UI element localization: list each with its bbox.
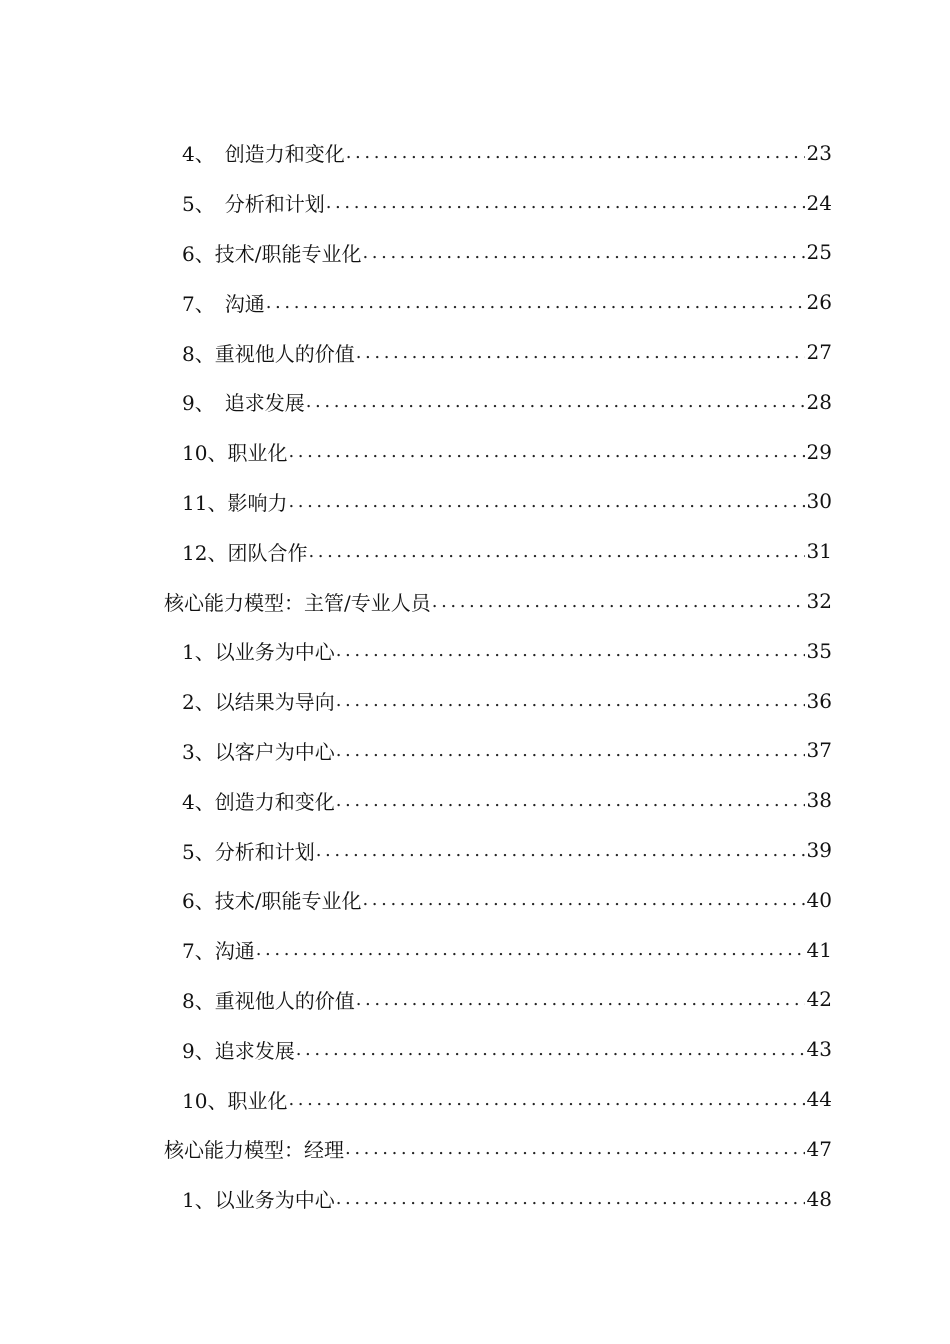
entry-title: 核心能力模型：经理 (164, 1138, 344, 1163)
entry-page-number: 24 (806, 190, 832, 215)
entry-number: 8、 (182, 988, 215, 1013)
dot-leader (336, 640, 805, 661)
entry-page-number: 28 (806, 389, 832, 414)
dot-leader (336, 690, 805, 711)
entry-number: 6、 (182, 889, 215, 914)
dot-leader (326, 192, 805, 213)
entry-title: 技术/职能专业化 (214, 241, 362, 266)
dot-leader (288, 1089, 804, 1110)
toc-entry[interactable] (0, 178, 950, 228)
entry-title: 职业化 (227, 1088, 288, 1113)
entry-page-number: 32 (806, 589, 832, 614)
dot-leader (306, 391, 805, 412)
toc-entry[interactable] (0, 825, 950, 875)
toc-entry[interactable] (0, 975, 950, 1025)
entry-page-number: 29 (806, 439, 832, 464)
toc-entry[interactable] (0, 526, 950, 576)
entry-page-number: 25 (806, 240, 832, 265)
entry-title: 核心能力模型：主管/专业人员 (164, 590, 431, 615)
table-of-contents (0, 128, 950, 1224)
dot-leader (266, 292, 805, 313)
entry-number: 6、 (182, 241, 215, 266)
entry-number: 9、 (182, 1038, 215, 1063)
toc-entry[interactable] (0, 477, 950, 527)
dot-leader (256, 939, 805, 960)
dot-leader (296, 1039, 805, 1060)
entry-number: 4、 (182, 142, 225, 167)
entry-number: 5、 (182, 839, 215, 864)
toc-entry[interactable] (0, 1174, 950, 1224)
entry-title: 分析和计划 (214, 839, 315, 864)
entry-number: 12、 (182, 540, 228, 565)
dot-leader (356, 989, 805, 1010)
entry-number: 3、 (182, 739, 215, 764)
entry-page-number: 27 (806, 340, 832, 365)
entry-page-number: 30 (806, 489, 832, 514)
entry-page-number: 38 (806, 788, 832, 813)
toc-entry[interactable] (0, 427, 950, 477)
entry-page-number: 47 (806, 1136, 832, 1161)
entry-title: 追求发展 (224, 391, 305, 416)
entry-page-number: 42 (806, 987, 832, 1012)
entry-page-number: 44 (806, 1087, 832, 1112)
entry-title: 分析和计划 (224, 192, 325, 217)
dot-leader (288, 491, 804, 512)
entry-title: 沟通 (224, 291, 265, 316)
entry-number: 7、 (182, 291, 225, 316)
entry-number: 1、 (182, 640, 215, 665)
toc-entry[interactable] (0, 726, 950, 776)
entry-title: 以结果为导向 (214, 690, 335, 715)
entry-page-number: 40 (806, 887, 832, 912)
dot-leader (432, 591, 805, 612)
entry-number: 8、 (182, 341, 215, 366)
toc-section-heading[interactable] (0, 576, 950, 626)
toc-section-heading[interactable] (0, 1124, 950, 1174)
toc-entry[interactable] (0, 228, 950, 278)
toc-entry[interactable] (0, 128, 950, 178)
entry-title: 以客户为中心 (214, 739, 335, 764)
entry-number: 11、 (182, 490, 228, 515)
dot-leader (345, 1138, 805, 1159)
entry-number: 4、 (182, 789, 215, 814)
entry-title: 创造力和变化 (224, 142, 345, 167)
toc-entry[interactable] (0, 875, 950, 925)
toc-entry[interactable] (0, 676, 950, 726)
entry-number: 7、 (182, 939, 215, 964)
entry-title: 以业务为中心 (214, 1188, 335, 1213)
entry-title: 追求发展 (214, 1038, 295, 1063)
entry-title: 影响力 (227, 490, 288, 515)
toc-entry[interactable] (0, 1024, 950, 1074)
toc-entry[interactable] (0, 626, 950, 676)
entry-title: 职业化 (227, 441, 288, 466)
toc-entry[interactable] (0, 277, 950, 327)
dot-leader (336, 790, 805, 811)
entry-number: 2、 (182, 690, 215, 715)
dot-leader (362, 889, 804, 910)
entry-title: 以业务为中心 (214, 640, 335, 665)
dot-leader (288, 441, 804, 462)
dot-leader (356, 342, 805, 363)
entry-page-number: 31 (806, 539, 832, 564)
entry-number: 10、 (182, 1088, 228, 1113)
dot-leader (362, 242, 804, 263)
entry-title: 技术/职能专业化 (214, 889, 362, 914)
entry-number: 5、 (182, 192, 225, 217)
toc-entry[interactable] (0, 1074, 950, 1124)
entry-page-number: 36 (806, 688, 832, 713)
entry-title: 创造力和变化 (214, 789, 335, 814)
entry-number: 9、 (182, 391, 225, 416)
entry-title: 重视他人的价值 (214, 988, 355, 1013)
entry-page-number: 35 (806, 638, 832, 663)
dot-leader (346, 142, 805, 163)
entry-page-number: 43 (806, 1037, 832, 1062)
entry-page-number: 23 (806, 140, 832, 165)
entry-page-number: 41 (806, 937, 832, 962)
dot-leader (336, 1188, 805, 1209)
entry-page-number: 39 (806, 838, 832, 863)
toc-entry[interactable] (0, 775, 950, 825)
entry-number: 1、 (182, 1188, 215, 1213)
entry-page-number: 48 (806, 1186, 832, 1211)
toc-entry[interactable] (0, 925, 950, 975)
entry-number: 10、 (182, 441, 228, 466)
dot-leader (308, 541, 804, 562)
entry-title: 团队合作 (227, 540, 308, 565)
entry-page-number: 26 (806, 290, 832, 315)
toc-entry[interactable] (0, 327, 950, 377)
toc-entry[interactable] (0, 377, 950, 427)
dot-leader (316, 840, 805, 861)
entry-page-number: 37 (806, 738, 832, 763)
dot-leader (336, 740, 805, 761)
entry-title: 重视他人的价值 (214, 341, 355, 366)
entry-title: 沟通 (214, 939, 255, 964)
